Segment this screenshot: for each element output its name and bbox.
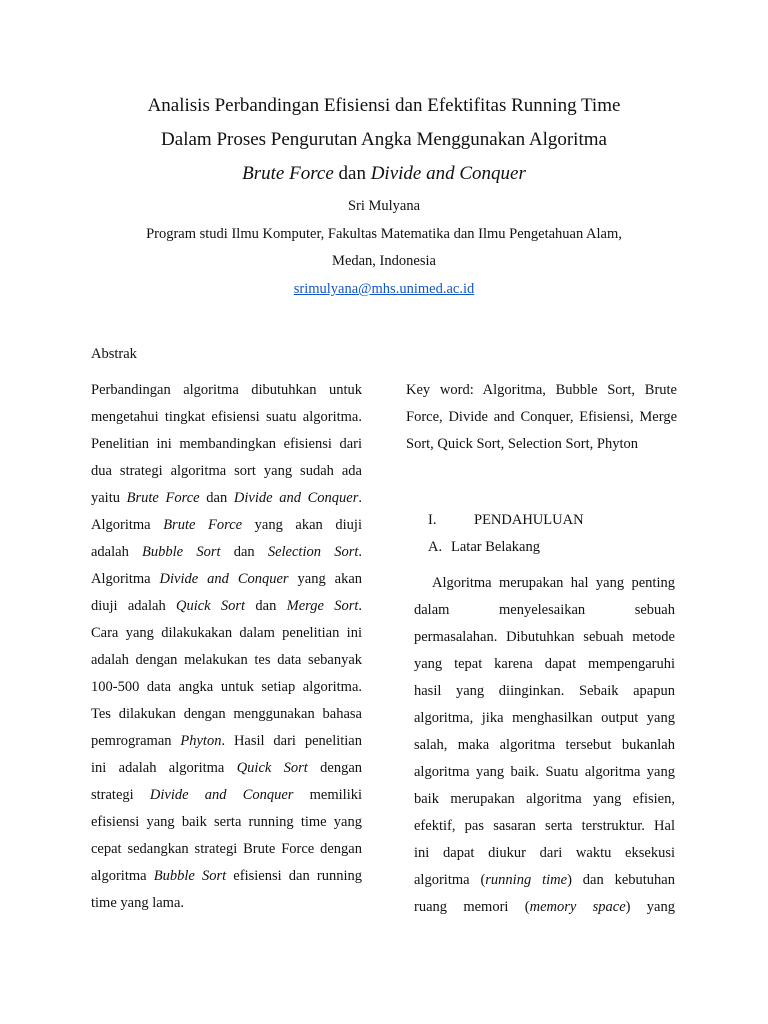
text-run: algoritma ( (414, 872, 486, 888)
emphasized-term: Divide and Conquer (149, 787, 294, 803)
text-run: dua strategi algoritma sort yang sudah ada (91, 463, 362, 479)
text-run: adalah (91, 544, 143, 560)
emphasized-term: Bubble Sort (142, 544, 221, 560)
text-run: algoritma (91, 868, 154, 884)
paper-title-line-2: Dalam Proses Pengurutan Angka Menggunakan Algoritma (161, 129, 607, 150)
abstract-line (91, 461, 362, 488)
text-run: yang akan diuji (242, 517, 362, 533)
keywords-body (406, 380, 677, 461)
author-email-line (0, 279, 768, 299)
emphasized-term: Brute Force (126, 490, 200, 506)
text-run: algoritma, jika menghasilkan output yang (414, 710, 675, 726)
emphasized-term: running time (485, 872, 568, 888)
intro-line (414, 627, 675, 654)
text-run: strategi (91, 787, 150, 803)
abstract-line (91, 839, 362, 866)
abstract-line (91, 542, 362, 569)
paper-title-line-1: Analisis Perbandingan Efisiensi dan Efektifitas Running Time (147, 95, 621, 116)
text-run: dan (245, 598, 287, 614)
emphasized-term: Brute Force (163, 517, 243, 533)
text-run: algoritma yang baik. Suatu algoritma yang (414, 764, 675, 780)
abstract-heading: Abstrak (91, 346, 137, 362)
text-run: Sort, Quick Sort, Selection Sort, Phyton (406, 436, 638, 452)
intro-line (414, 870, 675, 897)
text-run: Algoritma merupakan hal yang penting (432, 575, 675, 591)
intro-line (414, 708, 675, 735)
intro-line (414, 573, 675, 600)
text-run: permasalahan. Dibutuhkan sebuah metode (414, 629, 675, 645)
text-run: Force, Divide and Conquer, Efisiensi, Merge (406, 409, 677, 425)
abstract-body (91, 380, 362, 920)
intro-line (414, 816, 675, 843)
text-run: Algoritma (91, 571, 160, 587)
subsection-a-title: Latar Belakang (451, 539, 540, 555)
text-run: . (358, 544, 362, 560)
keywords-line (406, 407, 677, 434)
author-email-link[interactable]: srimulyana@mhs.unimed.ac.id (293, 281, 475, 297)
author-affiliation-line-2: Medan, Indonesia (332, 253, 436, 269)
text-run: yang tepat karena dapat mempengaruhi (414, 656, 675, 672)
text-run: ini adalah algoritma (91, 760, 237, 776)
intro-line (414, 789, 675, 816)
abstract-line (91, 812, 362, 839)
abstract-line (91, 650, 362, 677)
keywords-line (406, 380, 677, 407)
text-run: ini dapat diukur dari waktu eksekusi (414, 845, 675, 861)
text-run: salah, maka algoritma tersebut bukanlah (414, 737, 675, 753)
abstract-line (91, 893, 362, 920)
intro-line (414, 681, 675, 708)
text-run: dan (220, 544, 268, 560)
emphasized-term: Divide and Conquer (159, 571, 289, 587)
abstract-line (91, 380, 362, 407)
abstract-line (91, 758, 362, 785)
text-run: efisiensi yang baik serta running time yang (91, 814, 362, 830)
intro-line (414, 897, 675, 924)
text-run: dan (199, 490, 234, 506)
abstract-line (91, 731, 362, 758)
emphasized-term: Selection Sort (267, 544, 359, 560)
text-run: Perbandingan algoritma dibutuhkan untuk (91, 382, 362, 398)
abstract-line (91, 785, 362, 812)
text-run: Key word: Algoritma, Bubble Sort, Brute (406, 382, 677, 398)
emphasized-term: memory space (529, 899, 626, 915)
subsection-a-letter: A. (428, 539, 443, 555)
text-run: efektif, pas sasaran serta terstruktur. Hal (414, 818, 675, 834)
author-affiliation-line-1: Program studi Ilmu Komputer, Fakultas Matematika dan Ilmu Pengetahuan Alam, (146, 226, 622, 242)
text-run: adalah dengan melakukan tes data sebanyak (91, 652, 362, 668)
text-run: hasil yang diinginkan. Sebaik apapun (414, 683, 675, 699)
abstract-line (91, 677, 362, 704)
text-run: ruang memori ( (414, 899, 530, 915)
text-run: ) dan kebutuhan (567, 872, 675, 888)
abstract-line (91, 434, 362, 461)
intro-line (414, 654, 675, 681)
text-run: . (358, 490, 362, 506)
emphasized-term: Divide and Conquer (233, 490, 359, 506)
emphasized-term: Merge Sort (286, 598, 359, 614)
text-run: pemrograman (91, 733, 181, 749)
keywords-line (406, 434, 677, 461)
title-term-brute-force: Brute Force (242, 163, 334, 184)
text-run: mengetahui tingkat efisiensi suatu algoritma. (91, 409, 362, 425)
text-run: dengan (307, 760, 363, 776)
text-run: yaitu (91, 490, 127, 506)
abstract-line (91, 704, 362, 731)
text-run: dalam menyelesaikan sebuah (414, 602, 675, 618)
text-run: . (358, 598, 362, 614)
introduction-body (414, 573, 675, 924)
text-run: ) yang (625, 899, 675, 915)
text-run: cepat sedangkan strategi Brute Force dengan (91, 841, 362, 857)
abstract-line (91, 515, 362, 542)
title-conjunction: dan (333, 163, 371, 184)
emphasized-term: Bubble Sort (153, 868, 227, 884)
emphasized-term: Phyton (180, 733, 222, 749)
author-name: Sri Mulyana (347, 198, 421, 214)
text-run: Algoritma (91, 517, 164, 533)
text-run: baik merupakan algoritma yang efisien, (414, 791, 675, 807)
intro-line (414, 762, 675, 789)
emphasized-term: Quick Sort (176, 598, 246, 614)
section-1-number: I. (428, 512, 437, 528)
abstract-line (91, 596, 362, 623)
text-run: Cara yang dilakukakan dalam penelitian ini (91, 625, 362, 641)
text-run: efisiensi dan running (226, 868, 362, 884)
intro-line (414, 600, 675, 627)
text-run: yang akan (288, 571, 363, 587)
text-run: 100-500 data angka untuk setiap algoritma. (91, 679, 362, 695)
intro-line (414, 735, 675, 762)
abstract-line (91, 569, 362, 596)
paper-title-line-3 (0, 162, 768, 186)
intro-line (414, 843, 675, 870)
text-run: time yang lama. (91, 895, 185, 911)
text-run: Tes dilakukan dengan menggunakan bahasa (91, 706, 362, 722)
abstract-line (91, 488, 362, 515)
abstract-line (91, 407, 362, 434)
text-run: diuji adalah (91, 598, 176, 614)
text-run: memiliki (293, 787, 363, 803)
text-run: Penelitian ini membandingkan efisiensi dari (91, 436, 362, 452)
section-1-title: PENDAHULUAN (474, 512, 584, 528)
abstract-line (91, 623, 362, 650)
text-run: . Hasil dari penelitian (221, 733, 362, 749)
abstract-line (91, 866, 362, 893)
title-term-divide-and-conquer: Divide and Conquer (370, 163, 526, 184)
emphasized-term: Quick Sort (236, 760, 308, 776)
